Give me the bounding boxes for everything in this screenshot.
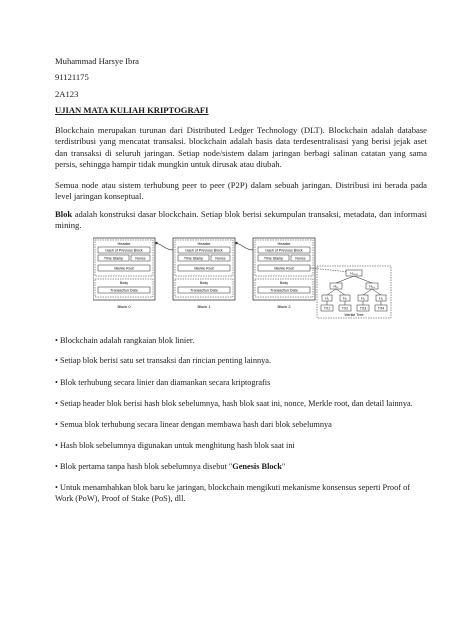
bullet-item: • Setiap header blok berisi hash blok sebelumnya, hash blok saat ini, nonce, Merkle root, dan detail lainnya. <box>55 399 413 408</box>
chain-arrow <box>155 243 173 250</box>
bullet-item: • Semua blok terhubung secara linear dengan membawa hash dari blok sebelumnya <box>55 420 332 429</box>
header-label: Header <box>277 241 291 246</box>
header-label: Header <box>117 241 131 246</box>
merkle-node: H₄ <box>379 296 383 301</box>
timestamp-label: Time Stamp <box>183 256 204 261</box>
merkle-node: H₁ <box>325 296 329 301</box>
blok-paragraph <box>55 209 427 232</box>
chain-arrow <box>235 243 253 250</box>
merkle-root-label: Merkle Root <box>114 266 134 271</box>
merkle-link-arrow <box>310 268 350 272</box>
timestamp-label: Time Stamp <box>103 256 124 261</box>
merkle-node: H₃ <box>361 296 365 301</box>
class-code: 2A123 <box>55 89 79 99</box>
merkle-leaf: TX4 <box>377 306 385 311</box>
author-name: Muhammad Harsye Ibra <box>55 56 139 66</box>
bullet-item: • Blok terhubung secara linier dan diamankan secara kriptografis <box>55 378 271 387</box>
timestamp-label: Time Stamp <box>263 256 284 261</box>
block-label: Block 1 <box>197 304 211 309</box>
nonce-label: Nonce <box>215 256 226 261</box>
block-label: Block 2 <box>277 304 291 309</box>
merkle-caption: Merkle Tree <box>344 313 364 317</box>
nonce-label: Nonce <box>135 256 146 261</box>
tx-data-label: Transaction Data <box>110 288 138 293</box>
merkle-leaf: TX3 <box>359 306 367 311</box>
tx-data-label: Transaction Data <box>190 288 218 293</box>
body-label: Body <box>119 281 129 285</box>
bullet-item: • Hash blok sebelumnya digunakan untuk menghitung hash blok saat ini <box>55 441 295 450</box>
bullet-item: • Untuk menambahkan blok baru ke jaringan, blockchain mengikuti mekanisme konsensus seperti Proof of Work (PoW), Proof of Stake (PoS), dll. <box>55 483 410 503</box>
merkle-root-label: Merkle Root <box>274 266 294 271</box>
blockchain-diagram <box>93 236 393 322</box>
prev-hash-label: Hash of Previous Block <box>185 248 223 253</box>
nonce-label: Nonce <box>295 256 306 261</box>
merkle-node: H₁₂ <box>333 284 339 289</box>
blok-description: adalah konstruksi dasar blockchain. Setiap blok berisi sekumpulan transaksi, metadata, dan informasi mining. <box>55 209 427 231</box>
block-0 <box>93 238 155 309</box>
document-title: UJIAN MATA KULIAH KRIPTOGRAFI <box>55 105 209 115</box>
block-2 <box>253 238 315 309</box>
merkle-tree <box>317 266 391 318</box>
genesis-term: Genesis Block <box>232 462 282 471</box>
student-id: 91121175 <box>55 72 89 82</box>
bullet-item-genesis <box>55 461 430 472</box>
merkle-node: H₂ <box>343 296 347 301</box>
body-label: Body <box>279 281 289 285</box>
prev-hash-label: Hash of Previous Block <box>105 248 143 253</box>
merkle-root-node: H₁₂₃₄ <box>350 271 358 276</box>
prev-hash-label: Hash of Previous Block <box>265 248 303 253</box>
block-1 <box>173 238 235 309</box>
genesis-prefix: • Blok pertama tanpa hash blok sebelumnya disebut " <box>55 462 233 471</box>
merkle-root-label: Merkle Root <box>194 266 214 271</box>
bullet-item: • Setiap blok berisi satu set transaksi dan rincian penting lainnya. <box>55 356 272 365</box>
body-label: Body <box>199 281 209 285</box>
genesis-suffix: " <box>281 462 286 471</box>
tx-data-label: Transaction Data <box>270 288 298 293</box>
bullet-item: • Blockchain adalah rangkaian blok linier. <box>55 336 195 345</box>
p2p-paragraph: Semua node atau sistem terhubung peer to peer (P2P) dalam sebuah jaringan. Distribusi ini berada pada level jaringan konseptual. <box>55 180 427 202</box>
block-label: Block 0 <box>117 304 131 309</box>
intro-paragraph: Blockchain merupakan turunan dari Distributed Ledger Technology (DLT). Blockchain adalah database terdistribusi yang mencatat transaksi. blockchain adalah basis data terdesentralisasi yang berisi jejak aset dan transaksi di seluruh jaringan. Setiap node/sistem dalam jaringan berbagi salinan catatan yang sama persis, sehingga hampir tidak mungkin untuk dirusak atau diubah. <box>55 125 427 170</box>
merkle-leaf: TX2 <box>341 306 349 311</box>
blok-term: Blok <box>55 209 73 219</box>
merkle-leaf: TX1 <box>323 306 331 311</box>
merkle-node: H₃₄ <box>369 284 375 289</box>
header-label: Header <box>197 241 211 246</box>
